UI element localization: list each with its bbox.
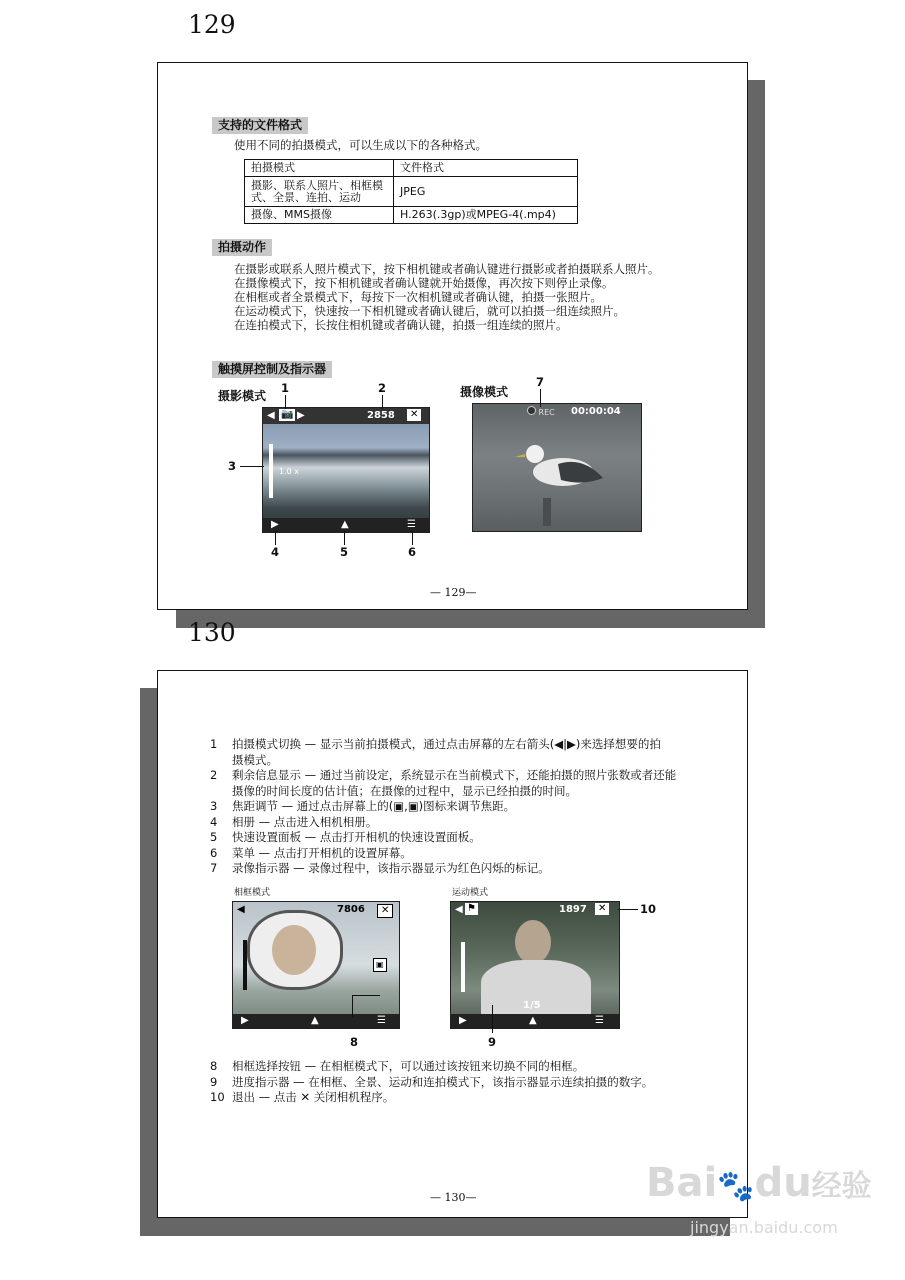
item-text: 进度指示器 — 在相框、全景、运动和连拍模式下，该指示器显示连续拍摄的数字。 — [232, 1074, 654, 1089]
item-number: 6 — [210, 845, 218, 860]
callout-10: 10 — [640, 902, 657, 916]
frame-select-button[interactable]: ▣ — [373, 958, 387, 972]
callout-7: 7 — [536, 375, 545, 389]
item-text: 相册 — 点击进入相机相册。 — [232, 814, 378, 829]
item-text: 快速设置面板 — 点击打开相机的快速设置面板。 — [232, 830, 481, 844]
callout-6: 6 — [408, 545, 417, 559]
item-text: 退出 — 点击 ✕ 关闭相机程序。 — [232, 1090, 395, 1104]
item-number — [210, 784, 232, 800]
callout-2: 2 — [378, 381, 387, 395]
list-item — [210, 753, 676, 769]
callout-line — [275, 531, 276, 545]
zoom-slider[interactable] — [461, 942, 465, 992]
item-text: 录像指示器 — 录像过程中，该指示器显示为红色闪烁的标记。 — [232, 861, 550, 875]
action-line: 在摄像模式下，按下相机键或者确认键就开始摄像，再次按下则停止录像。 — [234, 276, 614, 290]
camera-icon[interactable]: 📷 — [281, 409, 294, 420]
table-cell: 摄像、MMS摄像 — [245, 207, 394, 224]
list-item — [210, 799, 676, 815]
callout-line — [344, 531, 345, 545]
item-number: 10 — [210, 1090, 225, 1104]
page-footer-129: — 129— — [430, 586, 477, 599]
list-item — [210, 861, 676, 877]
callout-line — [352, 995, 380, 996]
formats-table — [244, 159, 578, 224]
callout-3: 3 — [228, 459, 237, 473]
arrow-left-icon[interactable]: ◀ — [455, 904, 463, 915]
rec-indicator — [527, 406, 555, 419]
menu-icon[interactable]: ☰ — [595, 1015, 604, 1026]
page-130 — [157, 670, 748, 1218]
zoom-slider[interactable] — [269, 444, 273, 498]
action-line: 在相框或者全景模式下，每按下一次相机键或者确认键，拍摄一张照片。 — [234, 290, 602, 304]
item-number: 4 — [210, 814, 218, 829]
callout-line — [382, 395, 383, 409]
item-number: 1 — [210, 737, 218, 751]
formats-intro: 使用不同的拍摄模式，可以生成以下的各种格式。 — [234, 138, 487, 152]
video-mode-caption: 摄像模式 — [460, 385, 509, 399]
list-item — [210, 737, 676, 753]
item-text: 剩余信息显示 — 通过当前设定，系统显示在当前模式下，还能拍摄的照片张数或者还能 — [232, 768, 677, 782]
page-footer-130: — 130— — [430, 1191, 477, 1204]
item-number: 9 — [210, 1074, 218, 1089]
item-text: 相框选择按钮 — 在相框模式下，可以通过该按钮来切换不同的相框。 — [232, 1059, 585, 1073]
photo-mode-screenshot — [262, 407, 430, 533]
item-number: 7 — [210, 861, 218, 875]
video-timer: 00:00:04 — [571, 406, 621, 417]
list-item — [210, 830, 676, 846]
callout-4: 4 — [271, 545, 280, 559]
callout-line — [285, 395, 286, 409]
frame-photo — [247, 910, 343, 990]
menu-icon[interactable]: ☰ — [407, 519, 416, 530]
paw-icon: 🐾 — [717, 1169, 755, 1204]
callout-line — [540, 389, 541, 407]
photo-top-bar — [263, 408, 429, 424]
table-cell: 摄影、联系人照片、相框模式、全景、连拍、运动 — [245, 177, 394, 207]
callout-line — [412, 531, 413, 545]
record-icon — [527, 406, 536, 415]
table-header-format: 文件格式 — [394, 160, 578, 177]
callout-8: 8 — [350, 1035, 359, 1049]
album-icon[interactable]: ▶ — [271, 519, 279, 530]
table-cell: H.263(.3gp)或MPEG-4(.mp4) — [394, 207, 578, 224]
list-item — [210, 1075, 653, 1091]
list-item — [210, 784, 676, 800]
callout-5: 5 — [340, 545, 349, 559]
baidu-watermark — [646, 1160, 872, 1206]
quick-settings-icon[interactable]: ▲ — [311, 1015, 319, 1026]
zoom-slider[interactable] — [243, 940, 247, 990]
callout-1: 1 — [281, 381, 290, 395]
watermark-cn: 经验 — [811, 1169, 872, 1204]
callout-9: 9 — [488, 1035, 497, 1049]
watermark-brand2: du — [754, 1160, 812, 1206]
progress-indicator: 1/5 — [523, 1000, 541, 1011]
item-text: 菜单 — 点击打开相机的设置屏幕。 — [232, 845, 412, 860]
frame-counter: 7806 — [337, 904, 365, 915]
list-item — [210, 846, 676, 862]
rec-label: REC — [538, 408, 555, 417]
action-line: 在摄影或联系人照片模式下，按下相机键或者确认键进行摄影或者拍摄联系人照片。 — [234, 262, 660, 276]
callout-line — [618, 909, 638, 910]
child-face-image — [272, 925, 316, 975]
item-number: 3 — [210, 799, 218, 813]
item-text: 拍摄模式切换 — 显示当前拍摄模式，通过点击屏幕的左右箭头(◀|▶)来选择想要的拍 — [232, 737, 661, 751]
frame-mode-caption: 相框模式 — [234, 888, 271, 898]
sport-mode-icon[interactable]: ⚑ — [467, 903, 476, 914]
seagull-image — [513, 426, 613, 526]
section-title-action: 拍摄动作 — [212, 239, 272, 256]
photo-bottom-bar — [263, 518, 429, 532]
item-number — [210, 753, 232, 769]
close-icon[interactable]: ✕ — [407, 409, 421, 421]
sport-bottom-bar — [451, 1014, 619, 1028]
sport-mode-caption: 运动模式 — [452, 888, 489, 898]
frame-bottom-bar — [233, 1014, 399, 1028]
page-number-top-129: 129 — [188, 10, 236, 39]
arrow-left-icon[interactable]: ◀ — [267, 410, 275, 421]
photo-mode-caption: 摄影模式 — [218, 389, 267, 403]
item-number: 2 — [210, 768, 218, 782]
close-icon[interactable]: ✕ — [377, 904, 393, 918]
page-129 — [157, 62, 748, 610]
callout-line — [240, 466, 264, 467]
list-item — [210, 1090, 653, 1106]
quick-settings-icon[interactable]: ▲ — [341, 519, 349, 530]
zoom-label: 1.0 x — [279, 467, 299, 476]
album-icon[interactable]: ▶ — [459, 1015, 467, 1026]
section-title-touch: 触摸屏控制及指示器 — [212, 361, 332, 378]
quick-settings-icon[interactable]: ▲ — [529, 1015, 537, 1026]
callout-line — [492, 1005, 493, 1033]
callout-line — [352, 995, 353, 1017]
list-item — [210, 1059, 653, 1075]
sport-counter: 1897 — [559, 904, 587, 915]
item-number: 8 — [210, 1059, 218, 1073]
table-cell: JPEG — [394, 177, 578, 207]
arrow-right-icon[interactable]: ▶ — [297, 410, 305, 421]
page-number-top-130: 130 — [188, 618, 236, 647]
item-text: 焦距调节 — 通过点击屏幕上的(▣,▣)图标来调节焦距。 — [232, 799, 516, 813]
list-item — [210, 768, 676, 784]
action-line: 在连拍模式下，长按住相机键或者确认键，拍摄一组连续的照片。 — [234, 318, 568, 332]
frame-mode-screenshot — [232, 901, 400, 1029]
item-number: 5 — [210, 830, 218, 844]
athlete-image — [515, 920, 551, 964]
album-icon[interactable]: ▶ — [241, 1015, 249, 1026]
arrow-left-icon[interactable]: ◀ — [237, 904, 245, 915]
legend-list-bottom — [210, 1059, 653, 1106]
list-item — [210, 815, 676, 831]
item-text: 摄像的时间长度的估计值；在摄像的过程中，显示已经拍摄的时间。 — [232, 783, 577, 798]
video-mode-screenshot — [472, 403, 642, 532]
legend-list-top — [210, 737, 676, 877]
action-line: 在运动模式下，快速按一下相机键或者确认键后，就可以拍摄一组连续照片。 — [234, 304, 625, 318]
watermark-url: jingyan.baidu.com — [690, 1218, 838, 1237]
watermark-brand: Bai — [646, 1160, 718, 1206]
menu-icon[interactable]: ☰ — [377, 1015, 386, 1026]
section-title-formats: 支持的文件格式 — [212, 117, 308, 134]
item-text: 摄模式。 — [232, 752, 278, 767]
close-icon[interactable]: ✕ — [595, 903, 609, 915]
sport-mode-screenshot — [450, 901, 620, 1029]
photo-counter: 2858 — [367, 410, 395, 421]
table-header-mode: 拍摄模式 — [245, 160, 394, 177]
